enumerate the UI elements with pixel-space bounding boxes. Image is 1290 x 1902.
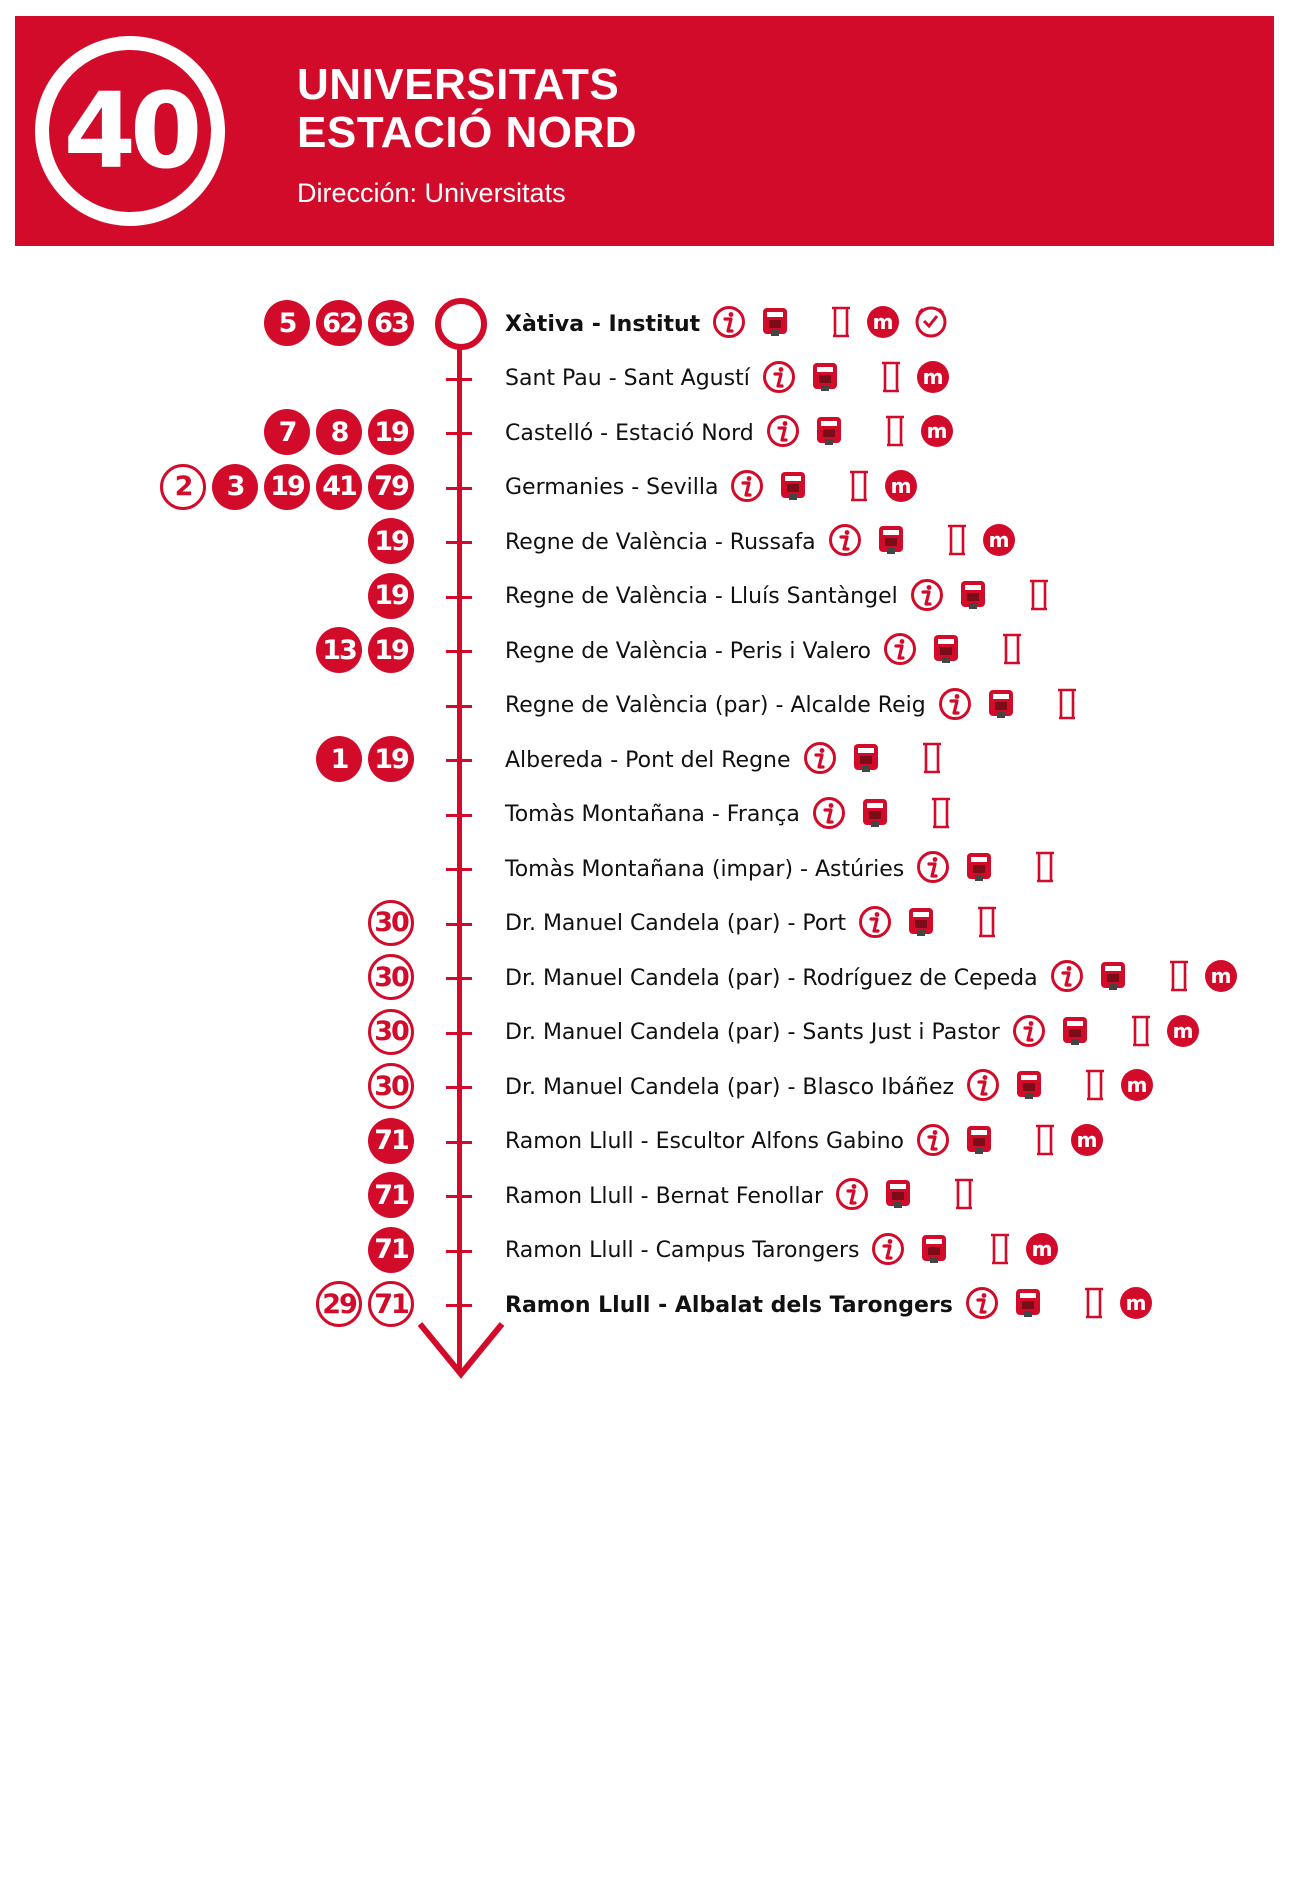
stop-info (505, 897, 1012, 951)
stop-name: Ramon Llull - Escultor Alfons Gabino (505, 1129, 904, 1154)
route-title-line2: ESTACIÓ NORD (297, 108, 638, 157)
metro-icon (1120, 1068, 1154, 1106)
info-icon (910, 578, 944, 616)
info-icon (883, 632, 917, 670)
stop-name: Regne de València - Lluís Santàngel (505, 584, 898, 609)
info-icon (916, 850, 950, 888)
bus-shelter-icon (1084, 1068, 1106, 1106)
stop-amenity-icons (871, 1232, 1073, 1270)
stop-row (0, 733, 1290, 787)
stop-tick-mark (446, 541, 472, 544)
ticket-machine-icon (851, 742, 881, 778)
transfer-lines (264, 409, 414, 455)
stop-amenity-icons (730, 469, 932, 507)
stop-row (0, 1224, 1290, 1278)
transfer-line-badge: 19 (368, 736, 414, 782)
transfer-line-badge: 30 (368, 1009, 414, 1055)
stop-tick-mark (446, 650, 472, 653)
transfer-line-badge: 3 (212, 464, 258, 510)
stop-name: Dr. Manuel Candela (par) - Blasco Ibáñez (505, 1074, 955, 1100)
ticket-machine-icon (876, 524, 906, 560)
stop-row (0, 679, 1290, 733)
stop-info (505, 788, 966, 842)
stop-row (0, 297, 1290, 351)
stop-tick-mark (446, 1086, 472, 1089)
stop-row (0, 461, 1290, 515)
transfer-line-badge: 7 (264, 409, 310, 455)
stop-amenity-icons (910, 578, 1064, 616)
ticket-machine-icon (860, 797, 890, 833)
bus-shelter-icon (884, 414, 906, 452)
ticket-machine-icon (810, 361, 840, 397)
stop-row (0, 842, 1290, 896)
stop-info (505, 406, 968, 460)
svg-text:m: m (1126, 1073, 1148, 1097)
svg-text:m: m (1210, 964, 1232, 988)
transfer-line-badge: 2 (160, 464, 206, 510)
stop-amenity-icons (803, 741, 957, 779)
transfer-line-badge: 5 (264, 300, 310, 346)
info-icon (1012, 1014, 1046, 1052)
transfer-lines (264, 300, 414, 346)
bus-shelter-icon (1168, 959, 1190, 997)
transfer-line-badge: 30 (368, 954, 414, 1000)
info-icon (828, 523, 862, 561)
svg-text:m: m (1032, 1236, 1053, 1261)
stop-amenity-icons (1050, 959, 1252, 997)
stop-name: Tomàs Montañana (impar) - Astúries (505, 856, 905, 882)
stop-info (505, 297, 962, 351)
stop-row (0, 406, 1290, 460)
ticket-machine-icon (919, 1233, 949, 1269)
metro-icon (1204, 959, 1238, 997)
bus-shelter-icon (1056, 687, 1078, 725)
ticket-machine-icon (760, 306, 790, 342)
line-number-badge (35, 36, 225, 226)
stop-amenity-icons (858, 905, 1012, 943)
stop-tick-mark (446, 977, 472, 980)
ticket-machine-icon (1098, 960, 1128, 996)
info-icon (858, 905, 892, 943)
stop-row (0, 515, 1290, 569)
metro-icon (1025, 1232, 1059, 1270)
stop-amenity-icons (916, 850, 1070, 888)
stop-row (0, 788, 1290, 842)
transfer-line-badge: 13 (316, 627, 362, 673)
route-header (15, 16, 1274, 246)
ticket-machine-icon (906, 906, 936, 942)
stop-name: Xàtiva - Institut (505, 311, 701, 337)
bus-shelter-icon (880, 360, 902, 398)
stop-tick-mark (446, 596, 472, 599)
stop-row (0, 624, 1290, 678)
transfer-line-badge: 19 (368, 409, 414, 455)
stop-amenity-icons (828, 523, 1030, 561)
info-icon (966, 1068, 1000, 1106)
ticket-machine-icon (778, 470, 808, 506)
transfer-line-badge: 71 (368, 1172, 414, 1218)
transfer-line-badge: 1 (316, 736, 362, 782)
transfer-line-badge: 19 (264, 464, 310, 510)
info-icon (730, 469, 764, 507)
transfer-line-badge: 30 (368, 1063, 414, 1109)
info-icon (835, 1177, 869, 1215)
ticket-machine-icon (931, 633, 961, 669)
stop-tick-mark (446, 1304, 472, 1307)
transfer-lines (160, 464, 414, 510)
stop-name: Sant Pau - Sant Agustí (505, 366, 750, 391)
stop-amenity-icons (712, 305, 962, 343)
stop-info (505, 570, 1064, 624)
transfer-line-badge: 19 (368, 518, 414, 564)
stop-amenity-icons (966, 1068, 1168, 1106)
stop-tick-mark (446, 1032, 472, 1035)
svg-text:m: m (988, 528, 1010, 552)
route-direction: Dirección: Universitats (297, 178, 566, 208)
stop-amenity-icons (835, 1177, 989, 1215)
bus-shelter-icon (1034, 850, 1056, 888)
stop-row (0, 951, 1290, 1005)
transfer-line-badge: 71 (368, 1227, 414, 1273)
stop-name: Ramon Llull - Bernat Fenollar (505, 1183, 824, 1209)
ticket-machine-icon (958, 579, 988, 615)
stop-tick-mark (446, 487, 472, 490)
stop-info (505, 1224, 1073, 1278)
transfer-line-badge: 30 (368, 900, 414, 946)
stop-name: Regne de València - Peris i Valero (505, 638, 872, 664)
transfer-line-badge: 63 (368, 300, 414, 346)
info-icon (871, 1232, 905, 1270)
stop-tick-mark (446, 378, 472, 381)
transfer-lines (368, 573, 414, 619)
transfer-line-badge: 41 (316, 464, 362, 510)
clock-icon (914, 305, 948, 343)
transfer-lines (316, 736, 414, 782)
bus-shelter-icon (1028, 578, 1050, 616)
stop-info (505, 624, 1037, 678)
bus-shelter-icon (946, 523, 968, 561)
transfer-line-badge: 29 (316, 1281, 362, 1327)
metro-icon (920, 414, 954, 452)
stop-row (0, 1006, 1290, 1060)
transfer-lines (368, 1009, 414, 1055)
info-icon (766, 414, 800, 452)
stop-info (505, 1278, 1167, 1332)
metro-icon (982, 523, 1016, 561)
stop-amenity-icons (766, 414, 968, 452)
transfer-lines (368, 1118, 414, 1164)
info-icon (965, 1286, 999, 1324)
bus-shelter-icon (921, 741, 943, 779)
svg-text:m: m (1076, 1127, 1098, 1152)
bus-shelter-icon (848, 469, 870, 507)
stop-amenity-icons (938, 687, 1092, 725)
transfer-lines (368, 1227, 414, 1273)
stop-tick-mark (446, 705, 472, 708)
transfer-line-badge: 79 (368, 464, 414, 510)
stop-tick-mark (446, 432, 472, 435)
bus-shelter-icon (1083, 1286, 1105, 1324)
transfer-line-badge: 19 (368, 573, 414, 619)
info-icon (712, 305, 746, 343)
stop-info (505, 461, 932, 515)
stop-tick-mark (446, 1250, 472, 1253)
stop-name: Tomàs Montañana - França (505, 802, 800, 827)
transfer-line-badge: 71 (368, 1281, 414, 1327)
ticket-machine-icon (964, 851, 994, 887)
transfer-line-badge: 19 (368, 627, 414, 673)
svg-text:m: m (891, 473, 912, 498)
stop-info (505, 679, 1092, 733)
stop-name: Dr. Manuel Candela (par) - Sants Just i Pastor (505, 1020, 1000, 1045)
stop-info (505, 733, 957, 787)
stop-row (0, 1060, 1290, 1114)
stop-row (0, 1278, 1290, 1332)
stop-name: Germanies - Sevilla (505, 475, 719, 500)
stop-name: Ramon Llull - Albalat dels Tarongers (505, 1292, 953, 1318)
transfer-lines (368, 1172, 414, 1218)
metro-icon (1166, 1014, 1200, 1052)
svg-text:m: m (926, 419, 948, 443)
info-icon (1050, 959, 1084, 997)
stop-info (505, 1115, 1118, 1169)
stop-tick-mark (446, 1141, 472, 1144)
stop-info (505, 1006, 1214, 1060)
stop-name: Regne de València - Russafa (505, 529, 816, 555)
stop-tick-mark (446, 923, 472, 926)
stop-info (505, 842, 1070, 896)
transfer-line-badge: 62 (316, 300, 362, 346)
info-icon (803, 741, 837, 779)
line-number: 40 (63, 70, 197, 192)
stop-info (505, 1060, 1168, 1114)
ticket-machine-icon (1013, 1287, 1043, 1323)
bus-shelter-icon (930, 796, 952, 834)
svg-text:m: m (1172, 1018, 1194, 1043)
stop-row (0, 1115, 1290, 1169)
bus-shelter-icon (1130, 1014, 1152, 1052)
stop-amenity-icons (965, 1286, 1167, 1324)
stop-amenity-icons (916, 1123, 1118, 1161)
stop-amenity-icons (1012, 1014, 1214, 1052)
stop-row (0, 897, 1290, 951)
stop-amenity-icons (762, 360, 964, 398)
stop-tick-mark (446, 1195, 472, 1198)
stop-row (0, 352, 1290, 406)
stop-info (505, 951, 1252, 1005)
metro-icon (1070, 1123, 1104, 1161)
bus-shelter-icon (830, 305, 852, 343)
metro-icon (916, 360, 950, 398)
transfer-lines (368, 518, 414, 564)
svg-text:m: m (922, 364, 944, 389)
ticket-machine-icon (964, 1124, 994, 1160)
bus-shelter-icon (1034, 1123, 1056, 1161)
stop-tick-mark (446, 868, 472, 871)
svg-text:m: m (872, 310, 894, 334)
stop-name: Albereda - Pont del Regne (505, 747, 791, 773)
svg-text:m: m (1125, 1291, 1147, 1315)
stop-name: Regne de València (par) - Alcalde Reig (505, 693, 926, 718)
route-title-line1: UNIVERSITATS (297, 60, 620, 109)
transfer-line-badge: 71 (368, 1118, 414, 1164)
stop-row (0, 570, 1290, 624)
stop-name: Castelló - Estació Nord (505, 420, 754, 446)
transfer-lines (368, 1063, 414, 1109)
transfer-lines (368, 900, 414, 946)
metro-icon (884, 469, 918, 507)
bus-shelter-icon (989, 1232, 1011, 1270)
transfer-lines (316, 1281, 414, 1327)
stop-name: Dr. Manuel Candela (par) - Port (505, 911, 847, 936)
stop-info (505, 352, 964, 406)
info-icon (812, 796, 846, 834)
stop-amenity-icons (883, 632, 1037, 670)
metro-icon (866, 305, 900, 343)
stop-amenity-icons (812, 796, 966, 834)
stop-row (0, 1169, 1290, 1223)
stop-tick-mark (446, 814, 472, 817)
line-number-badge-inner (49, 50, 211, 212)
stop-tick-mark (446, 759, 472, 762)
bus-shelter-icon (953, 1177, 975, 1215)
ticket-machine-icon (814, 415, 844, 451)
bus-shelter-icon (1001, 632, 1023, 670)
ticket-machine-icon (1060, 1015, 1090, 1051)
stop-info (505, 1169, 989, 1223)
ticket-machine-icon (1014, 1069, 1044, 1105)
stop-info (505, 515, 1030, 569)
info-icon (938, 687, 972, 725)
info-icon (916, 1123, 950, 1161)
transfer-lines (316, 627, 414, 673)
bus-shelter-icon (976, 905, 998, 943)
stop-name: Dr. Manuel Candela (par) - Rodríguez de Cepeda (505, 965, 1038, 991)
ticket-machine-icon (883, 1178, 913, 1214)
ticket-machine-icon (986, 688, 1016, 724)
metro-icon (1119, 1286, 1153, 1324)
info-icon (762, 360, 796, 398)
transfer-lines (368, 954, 414, 1000)
transfer-line-badge: 8 (316, 409, 362, 455)
stop-name: Ramon Llull - Campus Tarongers (505, 1238, 860, 1263)
